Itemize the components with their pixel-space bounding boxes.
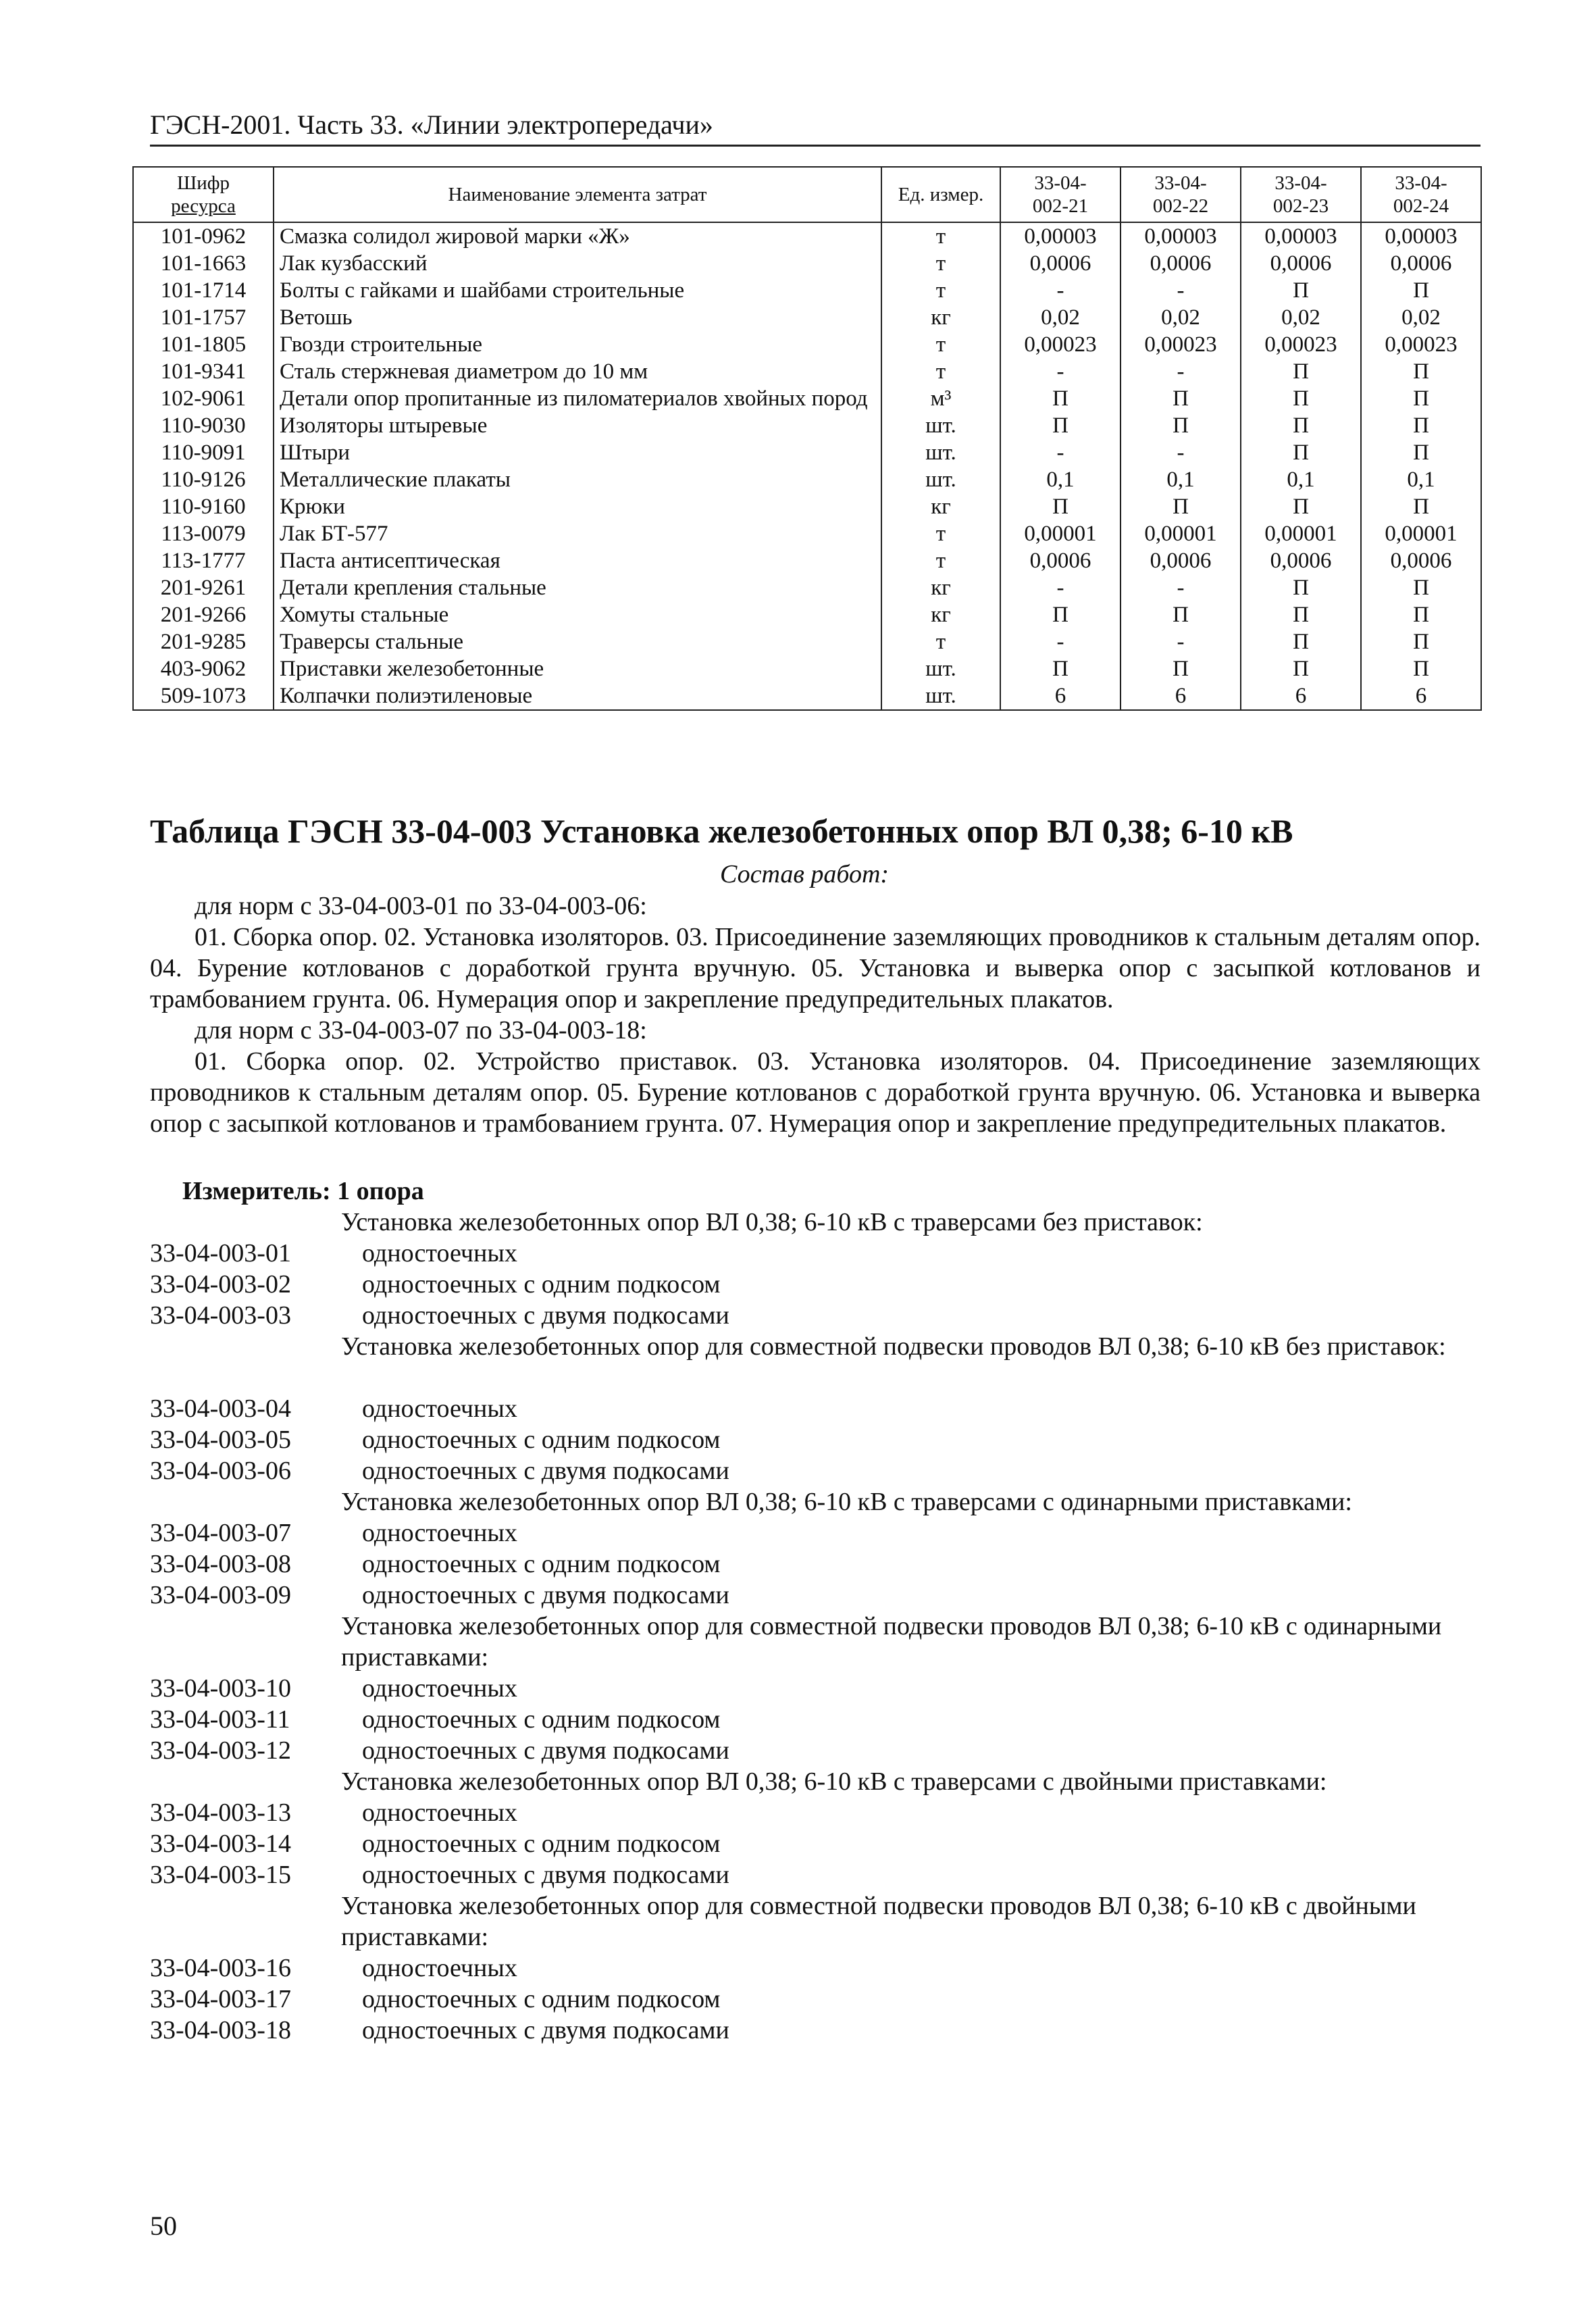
norm-value-cell: П <box>1361 385 1481 412</box>
norm-value-cell: П <box>1241 655 1361 682</box>
norm-value-cell: 0,00001 <box>1000 520 1121 547</box>
norm-code: 33-04-003-03 <box>150 1301 291 1330</box>
resource-table <box>132 166 1482 711</box>
norm-code: 33-04-003-10 <box>150 1674 291 1703</box>
norm-item-text: одностоечных с одним подкосом <box>362 1830 721 1858</box>
norm-value-cell: П <box>1241 601 1361 628</box>
header-name: Наименование элемента затрат <box>274 167 881 222</box>
table-row <box>133 601 1481 628</box>
group-caption: Установка железобетонных опор для совместной подвески проводов ВЛ 0,38; 6-10 кВ с двойными приставками: <box>341 1892 1416 1951</box>
table-row <box>133 547 1481 574</box>
group-caption: Установка железобетонных опор ВЛ 0,38; 6-10 кВ с траверсами с одинарными приставками: <box>341 1488 1352 1516</box>
norm-value-cell: П <box>1241 493 1361 520</box>
resource-code-cell: 201-9266 <box>133 601 274 628</box>
group-caption: Установка железобетонных опор для совместной подвески проводов ВЛ 0,38; 6-10 кВ с одинарными приставками: <box>341 1612 1442 1671</box>
unit-cell: т <box>881 547 1000 574</box>
section-heading: Таблица ГЭСН 33-04-003 Установка железобетонных опор ВЛ 0,38; 6-10 кВ <box>150 812 1293 850</box>
resource-code-cell: 102-9061 <box>133 385 274 412</box>
norm-value-cell: П <box>1000 655 1121 682</box>
works-description-2: 01. Сборка опор. 02. Устройство приставок. 03. Установка изоляторов. 04. Присоединение заземляющих проводников к стальным деталям опор. 05. Бурение котлованов с доработкой грунта вручную. 06. Установка и выверка опор с засыпкой котлованов и трамбованием грунта. 07. Нумерация опор и закрепление предупредительных плакатов. <box>150 1047 1481 1138</box>
element-name-cell: Гвозди строительные <box>274 331 881 358</box>
norm-value-cell: 6 <box>1241 682 1361 710</box>
norm-value-cell: П <box>1241 385 1361 412</box>
group-caption: Установка железобетонных опор ВЛ 0,38; 6-10 кВ с траверсами с двойными приставками: <box>341 1767 1327 1796</box>
header-col-3-line1: 33-04- <box>1275 172 1327 194</box>
element-name-cell: Болты с гайками и шайбами строительные <box>274 277 881 304</box>
unit-cell: кг <box>881 574 1000 601</box>
norm-value-cell: П <box>1241 412 1361 439</box>
element-name-cell: Смазка солидол жировой марки «Ж» <box>274 222 881 250</box>
element-name-cell: Крюки <box>274 493 881 520</box>
element-name-cell: Детали опор пропитанные из пиломатериалов хвойных пород <box>274 385 881 412</box>
norm-value-cell: 6 <box>1000 682 1121 710</box>
norm-item-text: одностоечных с двумя подкосами <box>362 2016 729 2044</box>
norm-value-cell: 0,0006 <box>1121 250 1241 277</box>
page-number: 50 <box>150 2211 177 2241</box>
norm-code: 33-04-003-17 <box>150 1985 291 2013</box>
table-row <box>133 520 1481 547</box>
norm-value-cell: - <box>1000 277 1121 304</box>
norm-code: 33-04-003-11 <box>150 1705 290 1734</box>
header-col-1 <box>1000 167 1121 222</box>
norm-value-cell: П <box>1241 439 1361 466</box>
norm-item-text: одностоечных <box>362 1674 517 1703</box>
norm-value-cell: 0,00003 <box>1121 222 1241 250</box>
resource-code-cell: 101-1714 <box>133 277 274 304</box>
norm-value-cell: П <box>1121 412 1241 439</box>
norm-value-cell: 0,0006 <box>1121 547 1241 574</box>
norm-value-cell: 6 <box>1361 682 1481 710</box>
unit-cell: т <box>881 331 1000 358</box>
norm-value-cell: П <box>1000 412 1121 439</box>
resource-code-cell: 403-9062 <box>133 655 274 682</box>
header-col-2 <box>1121 167 1241 222</box>
resource-code-cell: 101-1663 <box>133 250 274 277</box>
header-code-line1: Шифр <box>176 172 230 194</box>
table-row <box>133 385 1481 412</box>
composition-label: Состав работ: <box>720 860 890 888</box>
unit-cell: кг <box>881 493 1000 520</box>
unit-cell: шт. <box>881 655 1000 682</box>
table-row <box>133 222 1481 250</box>
element-name-cell: Лак кузбасский <box>274 250 881 277</box>
resource-code-cell: 113-1777 <box>133 547 274 574</box>
norm-value-cell: - <box>1121 574 1241 601</box>
norm-value-cell: П <box>1121 385 1241 412</box>
norm-value-cell: П <box>1000 601 1121 628</box>
element-name-cell: Хомуты стальные <box>274 601 881 628</box>
norms-range-2: для норм с 33-04-003-07 по 33-04-003-18: <box>195 1016 647 1045</box>
resource-code-cell: 509-1073 <box>133 682 274 710</box>
element-name-cell: Лак БТ-577 <box>274 520 881 547</box>
norm-value-cell: 0,0006 <box>1000 547 1121 574</box>
norm-value-cell: 0,1 <box>1000 466 1121 493</box>
norm-item-text: одностоечных с двумя подкосами <box>362 1861 729 1889</box>
resource-code-cell: 101-0962 <box>133 222 274 250</box>
unit-cell: т <box>881 358 1000 385</box>
unit-cell: т <box>881 250 1000 277</box>
table-row <box>133 412 1481 439</box>
element-name-cell: Траверсы стальные <box>274 628 881 655</box>
norm-value-cell: - <box>1000 574 1121 601</box>
norm-code: 33-04-003-14 <box>150 1830 291 1858</box>
resource-code-cell: 113-0079 <box>133 520 274 547</box>
norm-value-cell: П <box>1361 628 1481 655</box>
table-row <box>133 574 1481 601</box>
header-col-2-line1: 33-04- <box>1154 172 1207 194</box>
norm-code: 33-04-003-07 <box>150 1519 291 1547</box>
unit-cell: шт. <box>881 466 1000 493</box>
norms-range-1: для норм с 33-04-003-01 по 33-04-003-06: <box>195 892 647 920</box>
meter-label: Измеритель: 1 опора <box>182 1177 424 1205</box>
norm-code: 33-04-003-05 <box>150 1426 291 1454</box>
element-name-cell: Сталь стержневая диаметром до 10 мм <box>274 358 881 385</box>
resource-code-cell: 101-1757 <box>133 304 274 331</box>
norm-value-cell: 6 <box>1121 682 1241 710</box>
norm-value-cell: П <box>1121 655 1241 682</box>
norm-code: 33-04-003-13 <box>150 1799 291 1827</box>
norm-value-cell: - <box>1121 628 1241 655</box>
resource-code-cell: 101-1805 <box>133 331 274 358</box>
unit-cell: т <box>881 222 1000 250</box>
norm-code: 33-04-003-06 <box>150 1457 291 1485</box>
norm-value-cell: П <box>1241 277 1361 304</box>
norm-item-text: одностоечных <box>362 1799 517 1827</box>
norm-value-cell: П <box>1241 628 1361 655</box>
norm-item-text: одностоечных с двумя подкосами <box>362 1581 729 1609</box>
unit-cell: т <box>881 628 1000 655</box>
norm-code: 33-04-003-08 <box>150 1550 291 1578</box>
norm-code: 33-04-003-04 <box>150 1394 291 1423</box>
norm-value-cell: 0,0006 <box>1000 250 1121 277</box>
element-name-cell: Приставки железобетонные <box>274 655 881 682</box>
element-name-cell: Металлические плакаты <box>274 466 881 493</box>
element-name-cell: Штыри <box>274 439 881 466</box>
norm-value-cell: 0,00003 <box>1361 222 1481 250</box>
norm-value-cell: 0,1 <box>1121 466 1241 493</box>
norm-value-cell: П <box>1361 277 1481 304</box>
norm-item-text: одностоечных <box>362 1954 517 1982</box>
table-header-row <box>133 167 1481 222</box>
norm-value-cell: 0,00001 <box>1361 520 1481 547</box>
norm-value-cell: 0,0006 <box>1241 250 1361 277</box>
norm-code: 33-04-003-15 <box>150 1861 291 1889</box>
resource-code-cell: 201-9285 <box>133 628 274 655</box>
element-name-cell: Ветошь <box>274 304 881 331</box>
norm-value-cell: 0,02 <box>1361 304 1481 331</box>
norm-item-text: одностоечных <box>362 1519 517 1547</box>
norm-item-text: одностоечных с одним подкосом <box>362 1426 721 1454</box>
unit-cell: шт. <box>881 682 1000 710</box>
norm-value-cell: 0,00003 <box>1241 222 1361 250</box>
norm-value-cell: П <box>1000 385 1121 412</box>
norm-item-text: одностоечных с одним подкосом <box>362 1550 721 1578</box>
table-row <box>133 304 1481 331</box>
norm-value-cell: П <box>1241 574 1361 601</box>
norm-code: 33-04-003-18 <box>150 2016 291 2044</box>
norm-code: 33-04-003-09 <box>150 1581 291 1609</box>
table-row <box>133 466 1481 493</box>
norm-item-text: одностоечных <box>362 1239 517 1267</box>
norm-value-cell: 0,00023 <box>1000 331 1121 358</box>
norm-value-cell: П <box>1361 655 1481 682</box>
unit-cell: шт. <box>881 412 1000 439</box>
norm-value-cell: П <box>1361 493 1481 520</box>
header-unit: Ед. измер. <box>881 167 1000 222</box>
norm-value-cell: - <box>1000 358 1121 385</box>
header-resource-code <box>133 167 274 222</box>
header-col-3 <box>1241 167 1361 222</box>
norm-value-cell: 0,0006 <box>1361 250 1481 277</box>
norm-value-cell: 0,00023 <box>1241 331 1361 358</box>
unit-cell: т <box>881 277 1000 304</box>
header-col-3-line2: 002-23 <box>1272 195 1329 217</box>
header-col-1-line1: 33-04- <box>1034 172 1087 194</box>
header-col-4 <box>1361 167 1481 222</box>
table-row <box>133 277 1481 304</box>
table-row <box>133 682 1481 710</box>
norm-value-cell: 0,0006 <box>1241 547 1361 574</box>
norm-value-cell: 0,02 <box>1000 304 1121 331</box>
element-name-cell: Изоляторы штыревые <box>274 412 881 439</box>
norm-item-text: одностоечных с двумя подкосами <box>362 1457 729 1485</box>
group-caption: Установка железобетонных опор ВЛ 0,38; 6-10 кВ с траверсами без приставок: <box>341 1208 1203 1236</box>
table-row <box>133 655 1481 682</box>
element-name-cell: Детали крепления стальные <box>274 574 881 601</box>
norm-value-cell: 0,00001 <box>1121 520 1241 547</box>
norm-item-text: одностоечных с двумя подкосами <box>362 1736 729 1765</box>
unit-cell: м³ <box>881 385 1000 412</box>
group-caption: Установка железобетонных опор для совместной подвески проводов ВЛ 0,38; 6-10 кВ без приставок: <box>341 1332 1446 1361</box>
norm-item-text: одностоечных с одним подкосом <box>362 1270 721 1299</box>
norm-value-cell: П <box>1361 412 1481 439</box>
norm-value-cell: - <box>1000 628 1121 655</box>
norm-value-cell: 0,00001 <box>1241 520 1361 547</box>
norm-value-cell: 0,00023 <box>1361 331 1481 358</box>
norm-code: 33-04-003-02 <box>150 1270 291 1299</box>
table-body <box>133 222 1481 710</box>
resource-code-cell: 201-9261 <box>133 574 274 601</box>
header-col-4-line1: 33-04- <box>1395 172 1447 194</box>
norm-item-text: одностоечных с двумя подкосами <box>362 1301 729 1330</box>
resource-code-cell: 110-9126 <box>133 466 274 493</box>
norm-value-cell: 0,02 <box>1241 304 1361 331</box>
norm-value-cell: 0,0006 <box>1361 547 1481 574</box>
norm-item-text: одностоечных с одним подкосом <box>362 1985 721 2013</box>
unit-cell: кг <box>881 304 1000 331</box>
norm-value-cell: - <box>1121 358 1241 385</box>
norm-value-cell: П <box>1361 358 1481 385</box>
table-row <box>133 331 1481 358</box>
norm-value-cell: П <box>1121 493 1241 520</box>
norm-item-text: одностоечных <box>362 1394 517 1423</box>
element-name-cell: Паста антисептическая <box>274 547 881 574</box>
norm-value-cell: - <box>1121 277 1241 304</box>
norm-value-cell: П <box>1361 574 1481 601</box>
norm-value-cell: 0,1 <box>1361 466 1481 493</box>
unit-cell: т <box>881 520 1000 547</box>
norm-value-cell: 0,02 <box>1121 304 1241 331</box>
table-row <box>133 493 1481 520</box>
header-code-line2: ресурса <box>171 195 236 217</box>
resource-code-cell: 101-9341 <box>133 358 274 385</box>
norm-value-cell: П <box>1121 601 1241 628</box>
norm-value-cell: П <box>1241 358 1361 385</box>
norm-value-cell: - <box>1121 439 1241 466</box>
norm-value-cell: П <box>1000 493 1121 520</box>
norm-value-cell: 0,1 <box>1241 466 1361 493</box>
running-head: ГЭСН-2001. Часть 33. «Линии электропередачи» <box>150 108 1481 147</box>
table-row <box>133 439 1481 466</box>
works-description-1: 01. Сборка опор. 02. Установка изоляторов. 03. Присоединение заземляющих проводников к стальным деталям опор. 04. Бурение котлованов с доработкой грунта вручную. 05. Установка и выверка опор с засыпкой котлованов и трамбованием грунта. 06. Нумерация опор и закрепление предупредительных плакатов. <box>150 923 1481 1013</box>
norm-value-cell: 0,00003 <box>1000 222 1121 250</box>
table-row <box>133 250 1481 277</box>
table-row <box>133 358 1481 385</box>
norm-item-text: одностоечных с одним подкосом <box>362 1705 721 1734</box>
norm-value-cell: П <box>1361 439 1481 466</box>
norm-code: 33-04-003-12 <box>150 1736 291 1765</box>
norm-value-cell: 0,00023 <box>1121 331 1241 358</box>
header-col-2-line2: 002-22 <box>1152 195 1209 217</box>
header-col-4-line2: 002-24 <box>1393 195 1449 217</box>
norm-code: 33-04-003-01 <box>150 1239 291 1267</box>
unit-cell: шт. <box>881 439 1000 466</box>
norm-value-cell: П <box>1361 601 1481 628</box>
resource-code-cell: 110-9030 <box>133 412 274 439</box>
norm-value-cell: - <box>1000 439 1121 466</box>
header-col-1-line2: 002-21 <box>1032 195 1089 217</box>
norm-code: 33-04-003-16 <box>150 1954 291 1982</box>
resource-code-cell: 110-9160 <box>133 493 274 520</box>
element-name-cell: Колпачки полиэтиленовые <box>274 682 881 710</box>
unit-cell: кг <box>881 601 1000 628</box>
table-row <box>133 628 1481 655</box>
resource-code-cell: 110-9091 <box>133 439 274 466</box>
